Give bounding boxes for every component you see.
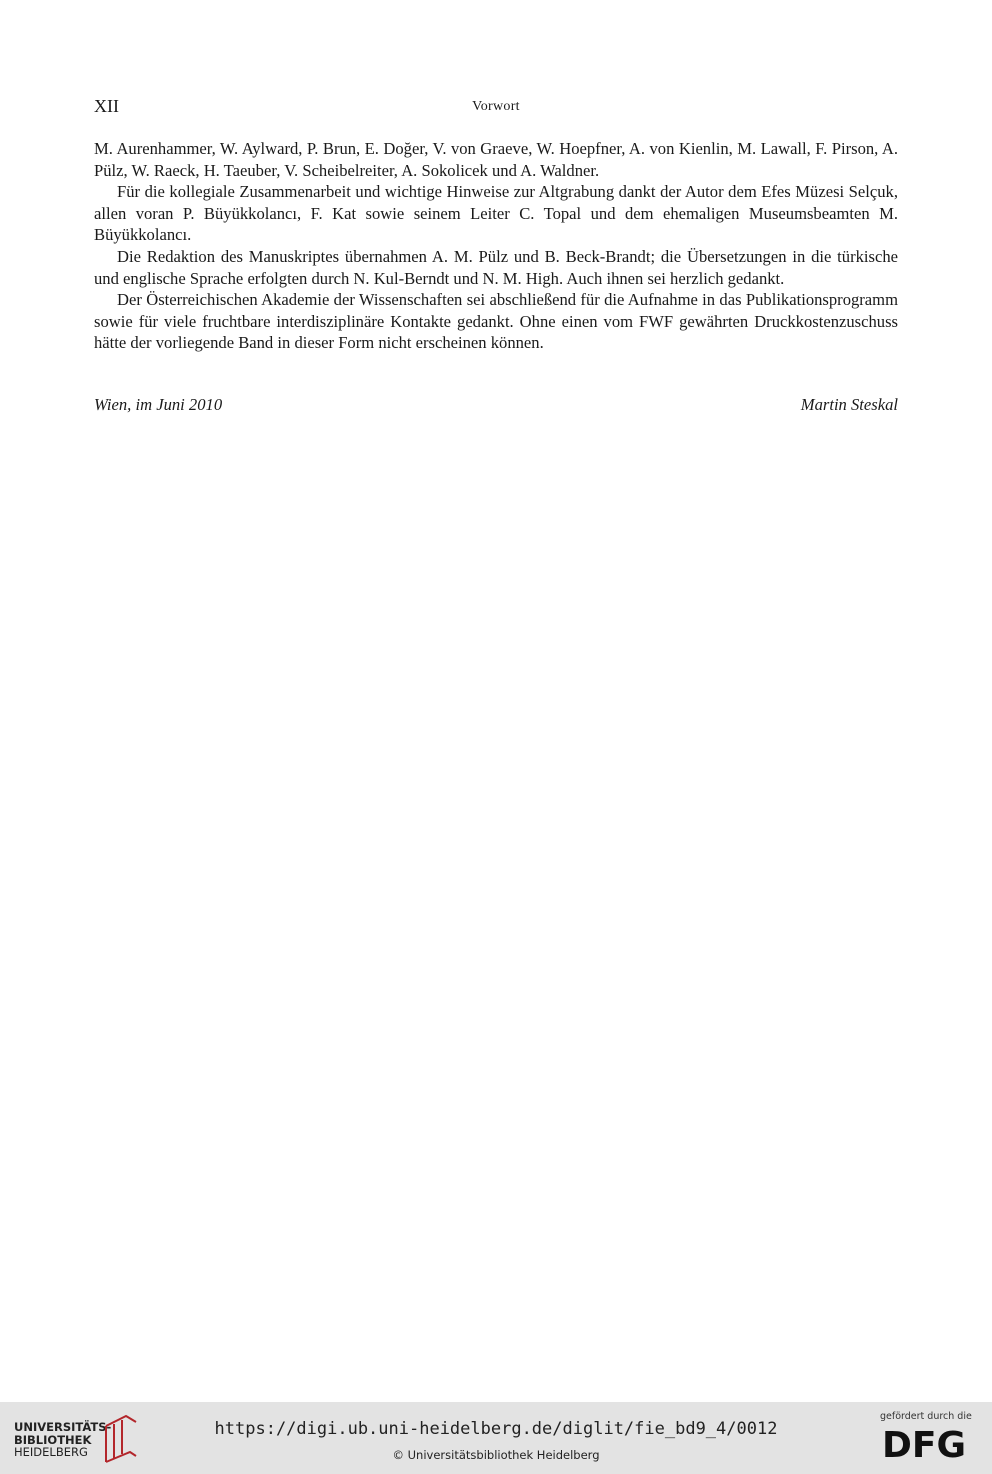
copyright-notice: © Universitätsbibliothek Heidelberg: [392, 1448, 600, 1462]
library-name-line-2: BIBLIOTHEK: [14, 1432, 92, 1447]
paragraph-3: Die Redaktion des Manuskriptes übernahmen A. M. Pülz und B. Beck-Brandt; die Übersetzungen in die türkische und englische Sprache erfolgten durch N. Kul-Berndt und N. M. High. Auch ihnen sei herzlich gedankt.: [94, 246, 898, 288]
paragraph-2: Für die kollegiale Zusammenarbeit und wichtige Hinweise zur Altgrabung dankt der Autor dem Efes Müzesi Selçuk, allen voran P. Büyükkolancı, F. Kat sowie seinem Leiter C. Topal und dem ehemaligen Museumsbeamten M. Büyükkolancı.: [94, 182, 898, 245]
library-name-line-1: UNIVERSITÄTS-: [14, 1420, 112, 1434]
running-head: Vorwort: [472, 99, 520, 114]
place-date: Wien, im Juni 2010: [94, 395, 223, 414]
paragraph-1: M. Aurenhammer, W. Aylward, P. Brun, E. Doğer, V. von Graeve, W. Hoepfner, A. von Kienlin, M. Lawall, F. Pirson, A. Pülz, W. Raeck, H. Taeuber, V. Scheibelreiter, A. Sokolicek und A. Waldner.: [94, 139, 898, 180]
dfg-caption: gefördert durch die: [880, 1411, 972, 1422]
dfg-logo-icon: [880, 1426, 976, 1462]
author-signature: Martin Steskal: [800, 395, 898, 414]
permalink-url[interactable]: https://digi.ub.uni-heidelberg.de/diglit/fie_bd9_4/0012: [214, 1419, 778, 1439]
signature-row: [94, 395, 898, 415]
body-text: [94, 138, 898, 354]
viewer-footer: [0, 1402, 992, 1474]
library-name-line-3: HEIDELBERG: [14, 1445, 88, 1459]
dfg-logo-text: DFG: [882, 1426, 967, 1462]
page-number: XII: [94, 96, 119, 116]
dfg-funding-logo[interactable]: [880, 1411, 980, 1462]
paragraph-4: Der Österreichischen Akademie der Wissenschaften sei abschließend für die Aufnahme in das Publikationsprogramm sowie für viele fruchtbare interdisziplinäre Kontakte gedankt. Ohne einen vom FWF gewährten Druckkostenzuschuss hätte der vorliegende Band in dieser Form nicht erscheinen können.: [94, 290, 898, 353]
